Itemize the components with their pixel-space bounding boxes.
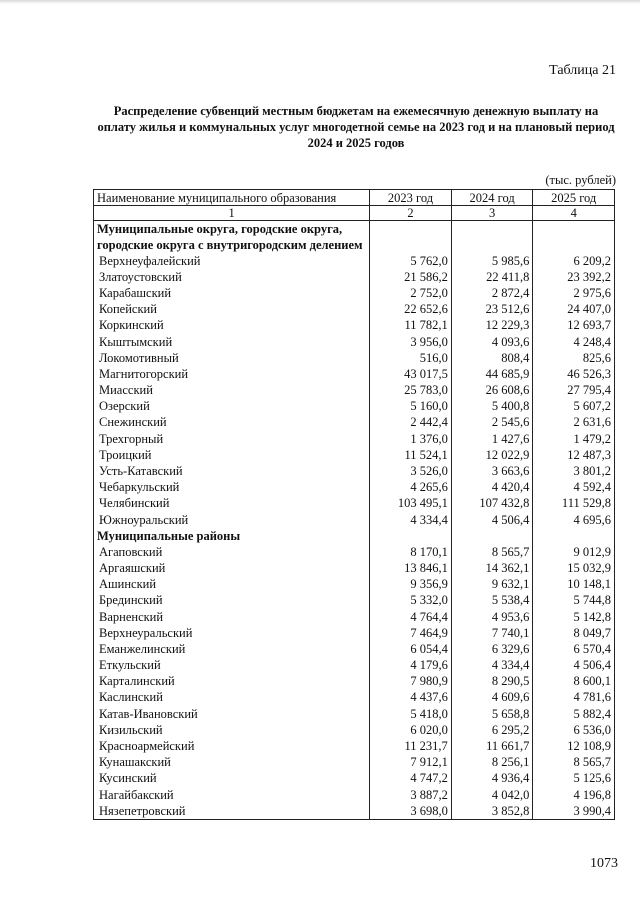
table-row xyxy=(94,755,615,771)
value-2025: 5 744,8 xyxy=(533,593,615,609)
table-row xyxy=(94,658,615,674)
value-2023: 7 980,9 xyxy=(370,674,452,690)
value-2024: 808,4 xyxy=(451,350,533,366)
value-2025: 9 012,9 xyxy=(533,544,615,560)
value-2025: 15 032,9 xyxy=(533,560,615,576)
value-2024: 6 329,6 xyxy=(451,641,533,657)
value-2025: 24 407,0 xyxy=(533,302,615,318)
value-2024: 8 256,1 xyxy=(451,755,533,771)
value-2023: 21 586,2 xyxy=(370,269,452,285)
table-title: Распределение субвенций местным бюджетам на ежемесячную денежную выплату на оплату жилья и коммунальных услуг многодетной семье на 2023 год и на плановый период 2024 и 2025 годов xyxy=(97,104,615,150)
table-row xyxy=(94,577,615,593)
table-row xyxy=(94,609,615,625)
value-2023: 25 783,0 xyxy=(370,383,452,399)
table-row xyxy=(94,415,615,431)
value-2025: 12 108,9 xyxy=(533,738,615,754)
municipality-name: Карталинский xyxy=(94,674,370,690)
value-2023: 4 437,6 xyxy=(370,690,452,706)
value-2024: 9 632,1 xyxy=(451,577,533,593)
table-row xyxy=(94,593,615,609)
table-row xyxy=(94,302,615,318)
value-2024: 1 427,6 xyxy=(451,431,533,447)
value-2023: 103 495,1 xyxy=(370,496,452,512)
value-2025: 1 479,2 xyxy=(533,431,615,447)
value-2024: 4 334,4 xyxy=(451,658,533,674)
table-row xyxy=(94,318,615,334)
table-row xyxy=(94,399,615,415)
municipality-name: Миасский xyxy=(94,383,370,399)
value-2024: 5 400,8 xyxy=(451,399,533,415)
municipality-name: Еткульский xyxy=(94,658,370,674)
municipality-name: Аргаяшский xyxy=(94,560,370,576)
table-row xyxy=(94,285,615,301)
value-2023: 6 020,0 xyxy=(370,722,452,738)
municipality-name: Агаповский xyxy=(94,544,370,560)
value-2023: 22 652,6 xyxy=(370,302,452,318)
value-2024: 2 872,4 xyxy=(451,285,533,301)
value-2023: 516,0 xyxy=(370,350,452,366)
value-2025: 46 526,3 xyxy=(533,366,615,382)
municipality-name: Катав-Ивановский xyxy=(94,706,370,722)
value-2024: 8 565,7 xyxy=(451,544,533,560)
table-row xyxy=(94,625,615,641)
header-2025: 2025 год xyxy=(533,190,615,206)
value-2024: 11 661,7 xyxy=(451,738,533,754)
value-2025: 12 487,3 xyxy=(533,447,615,463)
section-header-row xyxy=(94,528,615,544)
municipality-name: Варненский xyxy=(94,609,370,625)
value-2024: 3 852,8 xyxy=(451,803,533,820)
value-2024: 3 663,6 xyxy=(451,463,533,479)
value-2024: 107 432,8 xyxy=(451,496,533,512)
value-2023: 11 524,1 xyxy=(370,447,452,463)
value-2024: 14 362,1 xyxy=(451,560,533,576)
value-2024: 4 936,4 xyxy=(451,771,533,787)
table-row xyxy=(94,641,615,657)
value-2023: 4 334,4 xyxy=(370,512,452,528)
value-2023: 3 887,2 xyxy=(370,787,452,803)
value-2025: 6 209,2 xyxy=(533,253,615,269)
header-name: Наименование муниципального образования xyxy=(94,190,370,206)
value-2025: 8 600,1 xyxy=(533,674,615,690)
table-row xyxy=(94,496,615,512)
section-header-row xyxy=(94,221,615,254)
table-row xyxy=(94,431,615,447)
value-2023: 6 054,4 xyxy=(370,641,452,657)
value-2023: 5 762,0 xyxy=(370,253,452,269)
municipality-name: Озерский xyxy=(94,399,370,415)
value-2023: 11 231,7 xyxy=(370,738,452,754)
table-row xyxy=(94,787,615,803)
value-2025: 111 529,8 xyxy=(533,496,615,512)
value-2023: 2 752,0 xyxy=(370,285,452,301)
value-2024: 4 609,6 xyxy=(451,690,533,706)
municipality-name: Верхнеуфалейский xyxy=(94,253,370,269)
value-2025: 4 781,6 xyxy=(533,690,615,706)
header-2024: 2024 год xyxy=(451,190,533,206)
col-number-4: 4 xyxy=(533,206,615,221)
table-row xyxy=(94,544,615,560)
value-2025: 8 049,7 xyxy=(533,625,615,641)
value-2025: 825,6 xyxy=(533,350,615,366)
municipality-name: Брединский xyxy=(94,593,370,609)
table-label: Таблица 21 xyxy=(549,63,616,78)
value-2024: 22 411,8 xyxy=(451,269,533,285)
municipality-name: Локомотивный xyxy=(94,350,370,366)
scan-top-edge xyxy=(0,0,640,4)
table-row xyxy=(94,350,615,366)
value-2024: 5 538,4 xyxy=(451,593,533,609)
value-2023: 2 442,4 xyxy=(370,415,452,431)
table-row xyxy=(94,803,615,820)
municipality-name: Карабашский xyxy=(94,285,370,301)
municipality-name: Трехгорный xyxy=(94,431,370,447)
table-row xyxy=(94,722,615,738)
value-2023: 5 332,0 xyxy=(370,593,452,609)
value-2024: 12 229,3 xyxy=(451,318,533,334)
value-2025: 4 248,4 xyxy=(533,334,615,350)
municipality-name: Нагайбакский xyxy=(94,787,370,803)
table-row xyxy=(94,771,615,787)
municipality-name: Коркинский xyxy=(94,318,370,334)
value-2025: 5 882,4 xyxy=(533,706,615,722)
municipality-name: Кизильский xyxy=(94,722,370,738)
value-2024: 5 658,8 xyxy=(451,706,533,722)
municipality-name: Троицкий xyxy=(94,447,370,463)
table-row xyxy=(94,269,615,285)
municipality-name: Нязепетровский xyxy=(94,803,370,820)
value-2023: 3 698,0 xyxy=(370,803,452,820)
table-row xyxy=(94,447,615,463)
value-2025: 6 570,4 xyxy=(533,641,615,657)
table-row xyxy=(94,366,615,382)
table-row xyxy=(94,383,615,399)
value-2025: 4 506,4 xyxy=(533,658,615,674)
value-2023: 43 017,5 xyxy=(370,366,452,382)
table-row xyxy=(94,690,615,706)
value-2023: 3 956,0 xyxy=(370,334,452,350)
value-2024: 8 290,5 xyxy=(451,674,533,690)
municipality-name: Усть-Катавский xyxy=(94,463,370,479)
municipality-name: Златоустовский xyxy=(94,269,370,285)
subsidy-table xyxy=(93,189,615,820)
value-2025: 23 392,2 xyxy=(533,269,615,285)
units-note: (тыс. рублей) xyxy=(545,173,616,187)
value-2025: 5 607,2 xyxy=(533,399,615,415)
section-title: Муниципальные округа, городские округа, городские округа с внутригородским делением xyxy=(94,221,370,254)
value-2023: 5 418,0 xyxy=(370,706,452,722)
municipality-name: Верхнеуральский xyxy=(94,625,370,641)
value-2024: 5 985,6 xyxy=(451,253,533,269)
value-2023: 4 179,6 xyxy=(370,658,452,674)
value-2024: 6 295,2 xyxy=(451,722,533,738)
value-2023: 3 526,0 xyxy=(370,463,452,479)
municipality-name: Южноуральский xyxy=(94,512,370,528)
value-2023: 4 265,6 xyxy=(370,480,452,496)
value-2024: 4 506,4 xyxy=(451,512,533,528)
value-2025: 5 142,8 xyxy=(533,609,615,625)
col-number-2: 2 xyxy=(370,206,452,221)
value-2025: 4 196,8 xyxy=(533,787,615,803)
header-2023: 2023 год xyxy=(370,190,452,206)
municipality-name: Чебаркульский xyxy=(94,480,370,496)
col-number-3: 3 xyxy=(451,206,533,221)
value-2023: 13 846,1 xyxy=(370,560,452,576)
value-2024: 23 512,6 xyxy=(451,302,533,318)
table-row xyxy=(94,706,615,722)
table-row xyxy=(94,253,615,269)
value-2025: 27 795,4 xyxy=(533,383,615,399)
value-2024: 4 093,6 xyxy=(451,334,533,350)
value-2025: 4 695,6 xyxy=(533,512,615,528)
value-2023: 8 170,1 xyxy=(370,544,452,560)
municipality-name: Еманжелинский xyxy=(94,641,370,657)
value-2023: 7 464,9 xyxy=(370,625,452,641)
value-2025: 2 631,6 xyxy=(533,415,615,431)
value-2023: 11 782,1 xyxy=(370,318,452,334)
value-2025: 10 148,1 xyxy=(533,577,615,593)
value-2025: 3 990,4 xyxy=(533,803,615,820)
value-2024: 7 740,1 xyxy=(451,625,533,641)
value-2024: 4 420,4 xyxy=(451,480,533,496)
value-2025: 6 536,0 xyxy=(533,722,615,738)
table-row xyxy=(94,674,615,690)
value-2023: 4 747,2 xyxy=(370,771,452,787)
value-2025: 4 592,4 xyxy=(533,480,615,496)
value-2025: 12 693,7 xyxy=(533,318,615,334)
municipality-name: Кыштымский xyxy=(94,334,370,350)
table-row xyxy=(94,512,615,528)
municipality-name: Ашинский xyxy=(94,577,370,593)
value-2025: 5 125,6 xyxy=(533,771,615,787)
value-2025: 2 975,6 xyxy=(533,285,615,301)
value-2023: 9 356,9 xyxy=(370,577,452,593)
municipality-name: Магнитогорский xyxy=(94,366,370,382)
table-row xyxy=(94,480,615,496)
municipality-name: Кунашакский xyxy=(94,755,370,771)
col-number-1: 1 xyxy=(94,206,370,221)
table-row xyxy=(94,738,615,754)
value-2023: 1 376,0 xyxy=(370,431,452,447)
table-row xyxy=(94,334,615,350)
value-2024: 12 022,9 xyxy=(451,447,533,463)
value-2024: 4 953,6 xyxy=(451,609,533,625)
column-number-row xyxy=(94,206,615,221)
value-2025: 3 801,2 xyxy=(533,463,615,479)
municipality-name: Снежинский xyxy=(94,415,370,431)
municipality-name: Каслинский xyxy=(94,690,370,706)
value-2024: 26 608,6 xyxy=(451,383,533,399)
value-2023: 7 912,1 xyxy=(370,755,452,771)
value-2024: 44 685,9 xyxy=(451,366,533,382)
header-row xyxy=(94,190,615,206)
value-2023: 4 764,4 xyxy=(370,609,452,625)
value-2023: 5 160,0 xyxy=(370,399,452,415)
table-row xyxy=(94,560,615,576)
value-2024: 4 042,0 xyxy=(451,787,533,803)
municipality-name: Челябинский xyxy=(94,496,370,512)
municipality-name: Кусинский xyxy=(94,771,370,787)
municipality-name: Красноармейский xyxy=(94,738,370,754)
value-2025: 8 565,7 xyxy=(533,755,615,771)
page-number: 1073 xyxy=(590,856,618,871)
municipality-name: Копейский xyxy=(94,302,370,318)
table-row xyxy=(94,463,615,479)
section-title: Муниципальные районы xyxy=(94,528,370,544)
value-2024: 2 545,6 xyxy=(451,415,533,431)
